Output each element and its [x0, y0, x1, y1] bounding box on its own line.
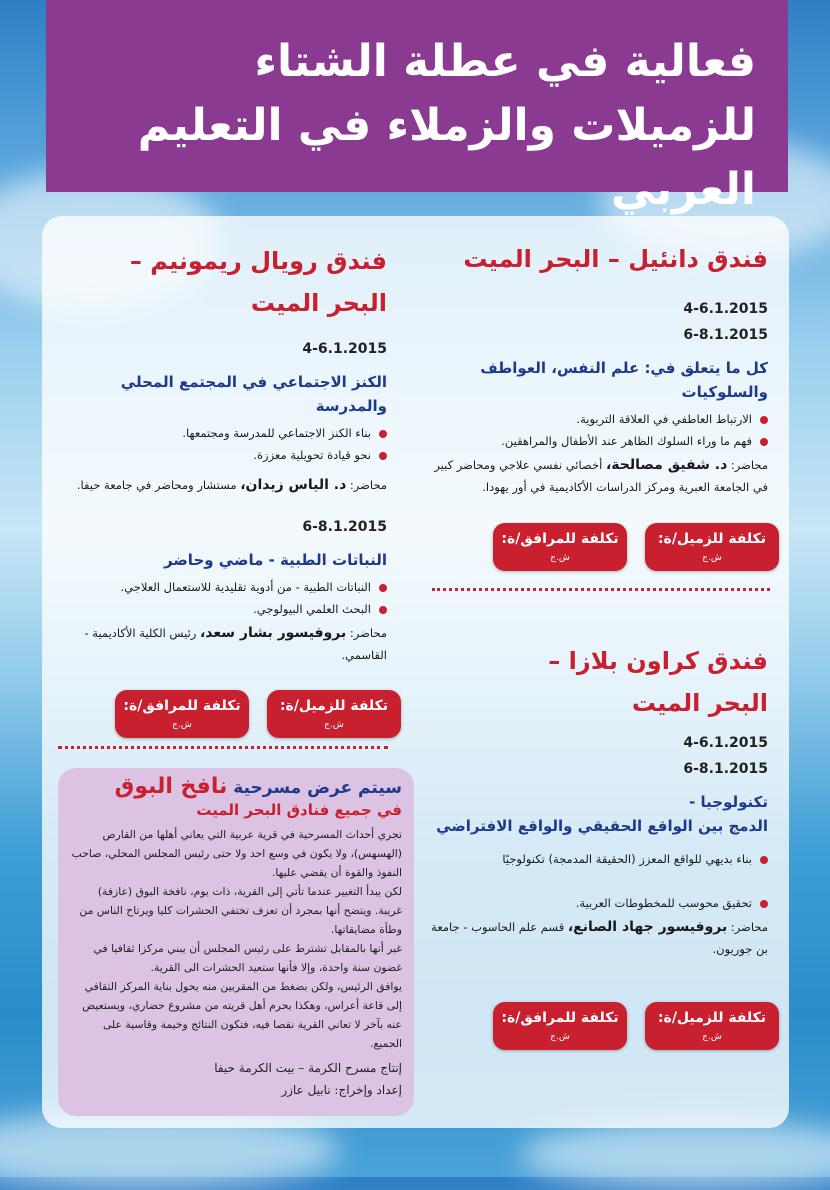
page-title: [76, 30, 756, 222]
lecturer-name: د. الياس زيدان،: [240, 477, 347, 493]
background-cloud: [520, 1120, 830, 1190]
play-title: سيتم عرض مسرحية نافخ البوق: [114, 774, 402, 799]
production-credit: إنتاج مسرح الكرمة – بيت الكرمة حيفا: [214, 1061, 402, 1075]
topic-title: كل ما يتعلق في: علم النفس، العواطف والسلوكيات: [480, 359, 768, 401]
lecturer-name: بروفيسور بشار سعد،: [199, 625, 347, 641]
colleague-cost-button[interactable]: تكلفة للزميل/ة: ش.ج: [267, 690, 401, 738]
dotted-divider: [432, 588, 770, 591]
colleague-cost-button[interactable]: تكلفة للزميل/ة: ش.ج: [645, 523, 779, 571]
event-date: 4-6.1.2015: [683, 301, 768, 317]
paragraph: غير أنها بالمقابل تشترط على رئيس المجلس أن يبني مركزا ثقافيا في غضون سنة واحدة، وإلا فأنها ستعيد الحشرات الى القرية.: [93, 942, 402, 974]
list-item: بناء بديهي للواقع المعزز (الحقيقة المدمجة) تكنولوجيًا: [423, 848, 768, 870]
colleague-cost-button[interactable]: تكلفة للزميل/ة: ش.ج: [645, 1002, 779, 1050]
dotted-divider: [58, 746, 388, 749]
list-item: النباتات الطبية - من أدوية تقليدية للاستعمال العلاجي.: [57, 576, 387, 598]
list-item: الارتباط العاطفي في العلاقة التربوية.: [423, 408, 768, 430]
topic-title: تكنولوجيا - الدمج بين الواقع الحقيقي والواقع الافتراضي: [436, 793, 768, 835]
companion-cost-button[interactable]: تكلفة للمرافق/ة: ش.ج: [115, 690, 249, 738]
lecturer-info: محاضر: د. الياس زيدان، مستشار ومحاضر في جامعة حيفا.: [76, 477, 387, 493]
header-banner: [46, 0, 788, 215]
event-date: 6-8.1.2015: [302, 519, 387, 535]
lecturer-info: محاضر: بروفيسور جهاد الصانع، قسم علم الحاسوب - جامعة بن جوريون.: [431, 919, 768, 956]
event-date: 4-6.1.2015: [683, 735, 768, 751]
play-announcement: [58, 768, 414, 1116]
lecturer-name: بروفيسور جهاد الصانع،: [567, 919, 728, 935]
director-credit: إعداد وإخراج: نابيل عازر: [281, 1083, 402, 1097]
play-name: نافخ البوق: [114, 774, 228, 799]
cost-buttons: [493, 523, 779, 571]
companion-cost-button[interactable]: تكلفة للمرافق/ة: ش.ج: [493, 1002, 627, 1050]
topic-title: النباتات الطبية - ماضي وحاضر: [163, 551, 387, 569]
list-item: نحو قيادة تحويلية معززة.: [57, 444, 387, 466]
list-item: بناء الكنز الاجتماعي للمدرسة ومجتمعها.: [57, 422, 387, 444]
event-date: 4-6.1.2015: [302, 341, 387, 357]
event-date: 6-8.1.2015: [683, 327, 768, 343]
paragraph: يوافق الرئيس، ولكن بضغط من المقربين منه يحول بناية المركز الثقافي إلى قاعة أعراس، وهكذا يحرم أهل قريته من مشروع حضاري، ويستعيض عنه بآخر لا تعاني القرية نقصا فيه، فتكون النتائج وخيمة وقاسية على الجميع.: [82, 980, 402, 1050]
paragraph: لكن يبدأ التغيير عندما تأتي إلى القرية، ذات يوم، نافخة البوق (عازفة) غريبة. ويتضح أنها بمجرد أن تعزف تختفي الحشرات كليا ويرتاح الناس من وطأة مضايقاتها.: [79, 885, 402, 936]
cost-buttons: [115, 690, 401, 738]
title-line-1: فعالية في عطلة الشتاء: [254, 36, 756, 87]
lecturer-info: محاضر: د. شفيق مصالحة، أخصائي نفسي علاجي ومحاضر كبير في الجامعة العبرية ومركز الدراسات الأكاديمية في أور يهودا.: [434, 457, 768, 494]
bullet-list: [57, 576, 387, 620]
bullet-list: [57, 422, 387, 466]
section-royal-rimonim-hotel: [57, 240, 387, 666]
hotel-title: فندق دانئيل – البحر الميت: [463, 245, 768, 273]
topic-title: الكنز الاجتماعي في المجتمع المحلي والمدرسة: [120, 373, 387, 415]
list-item: تحقيق محوسب للمخطوطات العربية.: [423, 892, 768, 914]
companion-cost-button[interactable]: تكلفة للمرافق/ة: ش.ج: [493, 523, 627, 571]
lecturer-info: محاضر: بروفيسور بشار سعد، رئيس الكلية الأكاديمية - القاسمي.: [84, 625, 387, 662]
section-crown-plaza-hotel: [423, 640, 768, 960]
list-item: فهم ما وراء السلوك الظاهر عند الأطفال والمراهقين.: [423, 430, 768, 452]
hotel-title: فندق كراون بلازا – البحر الميت: [548, 647, 768, 717]
lecturer-name: د. شفيق مصالحة،: [605, 457, 728, 473]
hotel-title: فندق رويال ريمونيم – البحر الميت: [129, 247, 387, 317]
cost-buttons: [493, 1002, 779, 1050]
bullet-list: [423, 848, 768, 914]
play-subtitle: في جميع فنادق البحر الميت: [196, 801, 402, 819]
section-daniel-hotel: [423, 238, 768, 498]
list-item: البحث العلمي البيولوجي.: [57, 598, 387, 620]
paragraph: تجري أحداث المسرحية في قرية عربية التي يعاني أهلها من القارص (الهسهس)، ولا يكون في وسع احد ولا حتى رئيس المجلس المحلي، صاحب النفوذ والقوة أن يقضي عليها.: [71, 828, 402, 879]
event-date: 6-8.1.2015: [683, 761, 768, 777]
bullet-list: [423, 408, 768, 452]
play-description: [68, 825, 402, 1053]
title-line-2: للزميلات والزملاء في التعليم العربي: [137, 100, 756, 215]
